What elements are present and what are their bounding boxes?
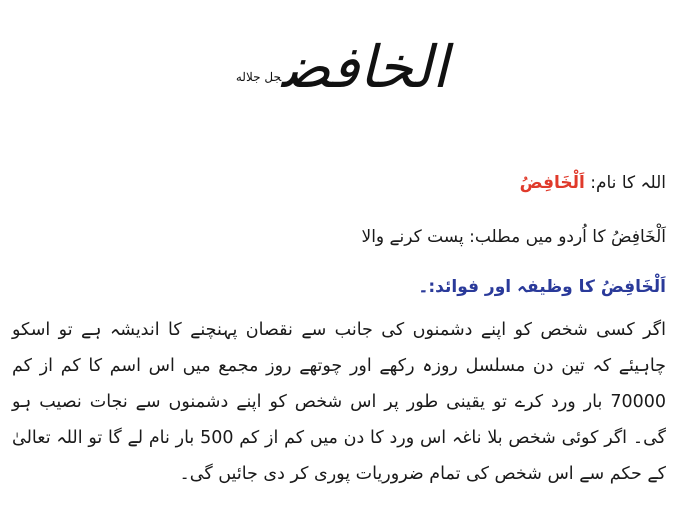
name-label: اللہ کا نام: bbox=[590, 173, 666, 193]
name-value: اَلْخَافِضُ bbox=[519, 173, 585, 193]
name-line bbox=[12, 168, 666, 198]
calligraphy-name: الخافض bbox=[281, 33, 449, 101]
meaning-label: اَلْخَافِضُ کا اُردو میں مطلب: bbox=[469, 227, 666, 247]
honorific-mark: جل جلاله bbox=[235, 69, 282, 84]
calligraphy-title bbox=[0, 22, 680, 112]
meaning-value: پست کرنے والا bbox=[361, 227, 464, 247]
section-heading-line bbox=[12, 272, 666, 302]
benefits-paragraph: اگر کسی شخص کو اپنے دشمنوں کی جانب سے نقصان پہنچنے کا اندیشہ ہے تو اسکو چاہیئے کہ تین دن مسلسل روزہ رکھے اور چوتھے روز مجمع میں اس اسم کا کم از کم 70000 بار ورد کرے تو یقینی طور پر اس شخص کو اپنے دشمنوں سے نجات نصیب ہو گی۔ اگر کوئی شخص بلا ناغہ اس ورد کا دن میں کم از کم 500 بار نام لے گا تو اللہ تعالیٰ کے حکم سے اس شخص کی تمام ضروریات پوری کر دی جائیں گی۔ bbox=[12, 320, 666, 484]
section-heading: اَلْخَافِضُ کا وظیفہ اور فوائد:۔ bbox=[418, 277, 666, 297]
meaning-line bbox=[12, 222, 666, 252]
